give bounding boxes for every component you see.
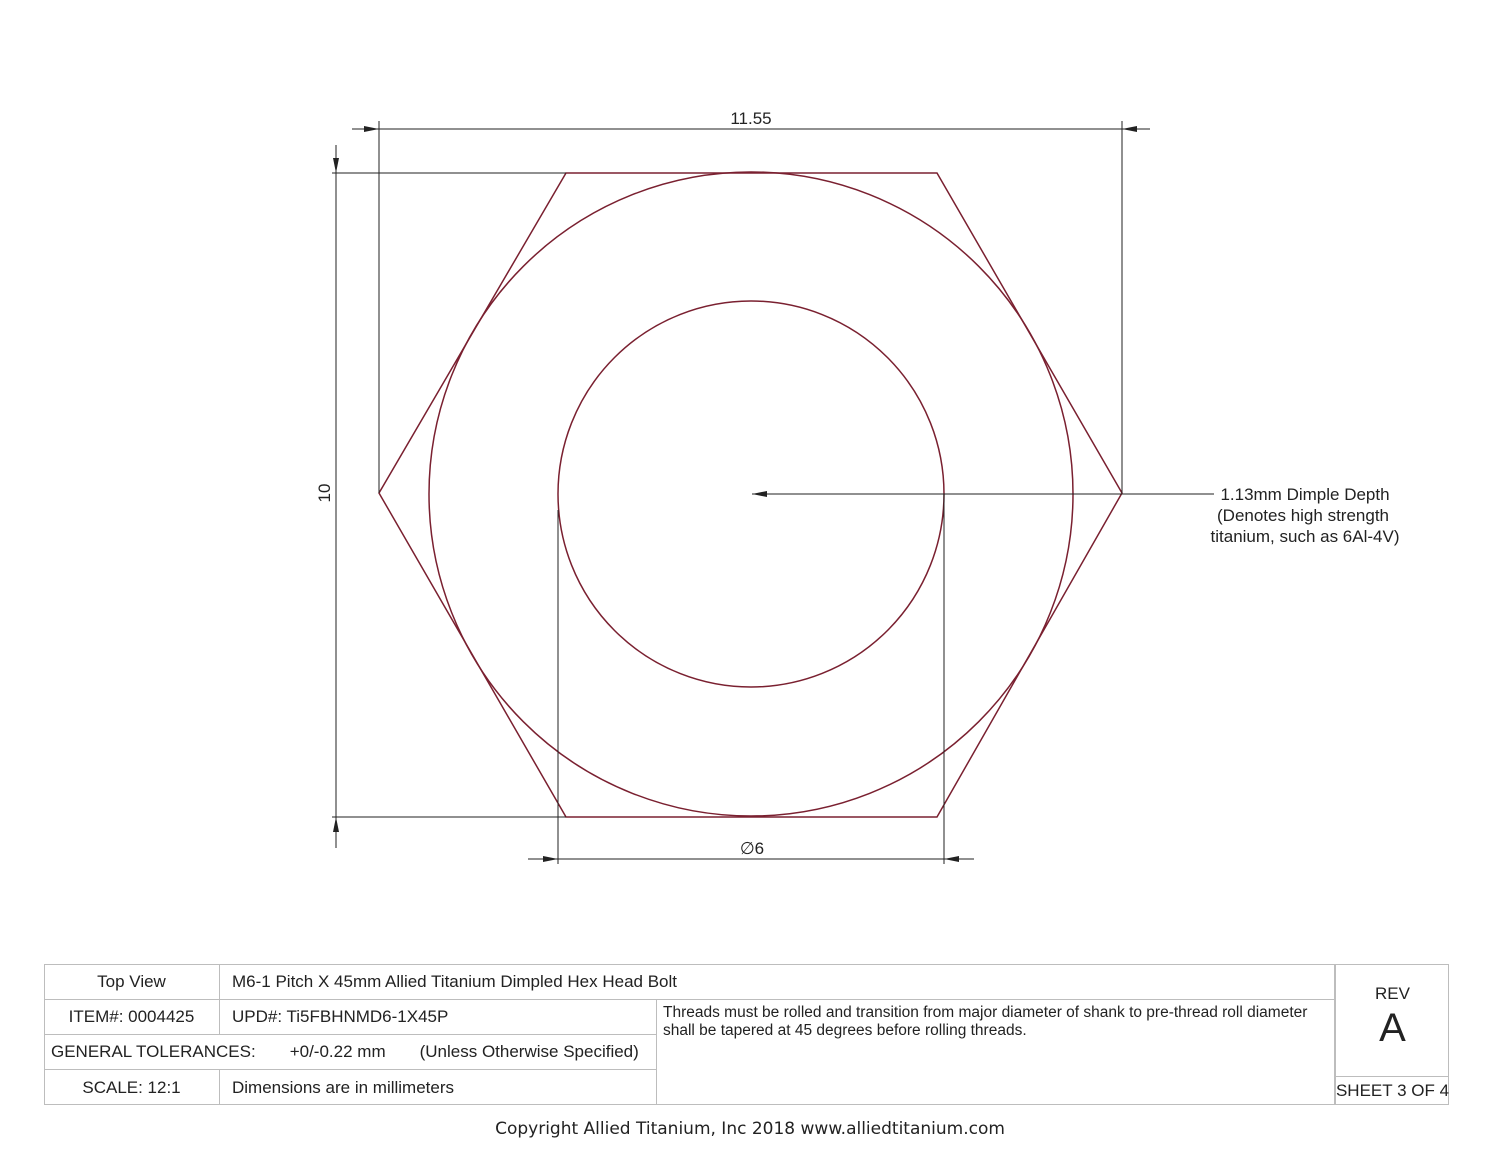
scale-cell [44, 1070, 220, 1105]
tolerances-note: (Unless Otherwise Specified) [419, 1042, 639, 1061]
revision-cell [1335, 964, 1449, 1077]
diameter-dimension-label: ∅6 [739, 839, 765, 858]
view-label: Top View [97, 971, 166, 991]
dimple-leader-arrow [752, 491, 767, 497]
item-number-cell [44, 1000, 220, 1035]
height-arrow-bottom [333, 817, 339, 832]
tolerances-cell [44, 1035, 657, 1070]
dimple-callout-line-2: (Denotes high strength [1217, 506, 1389, 525]
units-note: Dimensions are in millimeters [232, 1077, 455, 1097]
diameter-arrow-left [543, 856, 558, 862]
copyright-footer: Copyright Allied Titanium, Inc 2018 www.alliedtitanium.com [495, 1119, 1005, 1139]
scale-value: SCALE: 12:1 [82, 1077, 181, 1097]
sheet-cell [1335, 1077, 1449, 1105]
height-dimension-label: 10 [315, 483, 334, 503]
revision-value: A [1379, 1006, 1406, 1050]
title-block [44, 964, 1449, 1105]
units-cell [220, 1070, 657, 1105]
view-label-cell [44, 964, 220, 1000]
revision-label: REV [1375, 984, 1410, 1003]
tolerances-label: GENERAL TOLERANCES: [51, 1042, 256, 1061]
item-number: ITEM#: 0004425 [68, 1007, 195, 1026]
sheet-number: SHEET 3 OF 4 [1335, 1081, 1449, 1100]
height-arrow-top [333, 158, 339, 173]
manufacturing-notes: Threads must be rolled and transition from major diameter of shank to pre-thread roll diameter shall be tapered at 45 degrees before rolling threads. [663, 1004, 1308, 1039]
tolerances-value: +0/-0.22 mm [289, 1042, 386, 1061]
dimple-callout-line-3: titanium, such as 6Al-4V) [1210, 527, 1400, 546]
width-dimension-label: 11.55 [730, 109, 772, 128]
notes-cell [657, 1000, 1335, 1105]
part-title: M6-1 Pitch X 45mm Allied Titanium Dimpled Hex Head Bolt [232, 971, 678, 991]
part-title-cell [220, 964, 1335, 1000]
dimple-callout-line-1: 1.13mm Dimple Depth [1220, 485, 1390, 504]
width-arrow-right [1122, 126, 1137, 132]
hex-head-outline [379, 173, 1122, 817]
diameter-arrow-right [944, 856, 959, 862]
upd-number-cell [220, 1000, 657, 1035]
width-arrow-left [364, 126, 379, 132]
upd-number: UPD#: Ti5FBHNMD6-1X45P [232, 1007, 449, 1026]
